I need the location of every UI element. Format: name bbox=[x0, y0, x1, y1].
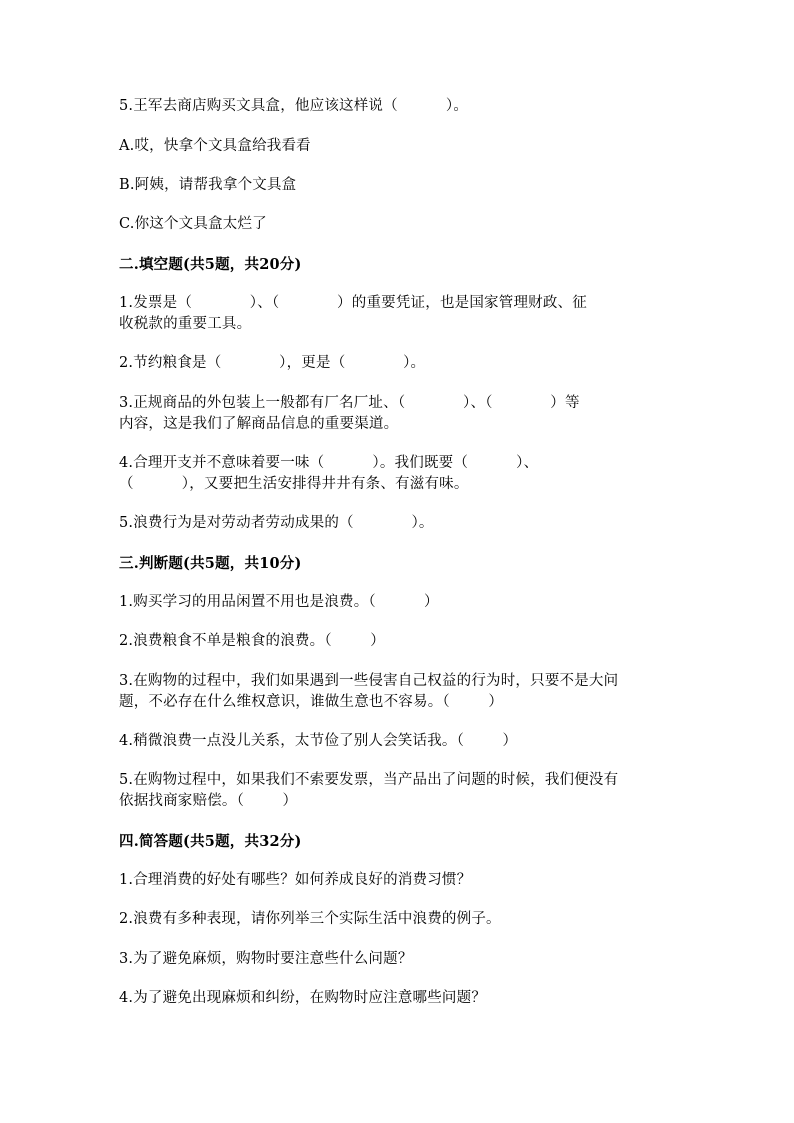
section-2-heading: 二.填空题(共5题，共20分) bbox=[119, 256, 302, 273]
question-5-choice: 5.王军去商店购买文具盒，他应该这样说（ ）。 bbox=[119, 98, 469, 114]
short-q4: 4.为了避免出现麻烦和纠纷，在购物时应注意哪些问题？ bbox=[119, 990, 487, 1006]
fill-q3-line1: 3.正规商品的外包装上一般都有厂名厂址、（ ）、（ ）等 bbox=[119, 395, 580, 411]
fill-q4-line1: 4.合理开支并不意味着要一味（ ）。我们既要（ ）、 bbox=[119, 455, 539, 471]
fill-q1-line1: 1.发票是（ ）、（ ）的重要凭证，也是国家管理财政、征 bbox=[119, 295, 587, 311]
judge-q3-line2: 题，不必存在什么维权意识，谁做生意也不容易。（ ） bbox=[119, 694, 504, 710]
judge-q1: 1.购买学习的用品闲置不用也是浪费。（ ） bbox=[119, 594, 439, 610]
fill-q4-line2: （ ），又要把生活安排得井井有条、有滋有味。 bbox=[119, 476, 469, 492]
fill-q2: 2.节约粮食是（ ），更是（ ）。 bbox=[119, 355, 426, 371]
fill-q5: 5.浪费行为是对劳动者劳动成果的（ ）。 bbox=[119, 515, 434, 531]
judge-q5-line1: 5.在购物过程中，如果我们不索要发票，当产品出了问题的时候，我们便没有 bbox=[119, 772, 619, 788]
option-a: A.哎，快拿个文具盒给我看看 bbox=[119, 138, 311, 154]
judge-q2: 2.浪费粮食不单是粮食的浪费。（ ） bbox=[119, 633, 385, 649]
option-b: B.阿姨，请帮我拿个文具盒 bbox=[119, 177, 297, 193]
judge-q3-line1: 3.在购物的过程中，我们如果遇到一些侵害自己权益的行为时，只要不是大问 bbox=[119, 673, 619, 689]
short-q1: 1.合理消费的好处有哪些？如何养成良好的消费习惯？ bbox=[119, 872, 472, 888]
fill-q1-line2: 收税款的重要工具。 bbox=[119, 316, 252, 332]
judge-q5-line2: 依据找商家赔偿。（ ） bbox=[119, 793, 298, 809]
short-q2: 2.浪费有多种表现，请你列举三个实际生活中浪费的例子。 bbox=[119, 911, 501, 927]
fill-q3-line2: 内容，这是我们了解商品信息的重要渠道。 bbox=[119, 416, 399, 432]
section-3-heading: 三.判断题(共5题，共10分) bbox=[119, 555, 302, 572]
section-4-heading: 四.简答题(共5题，共32分) bbox=[119, 833, 302, 850]
judge-q4: 4.稍微浪费一点没儿关系，太节俭了别人会笑话我。（ ） bbox=[119, 733, 518, 749]
option-c: C.你这个文具盒太烂了 bbox=[119, 216, 267, 232]
short-q3: 3.为了避免麻烦，购物时要注意些什么问题？ bbox=[119, 951, 413, 967]
